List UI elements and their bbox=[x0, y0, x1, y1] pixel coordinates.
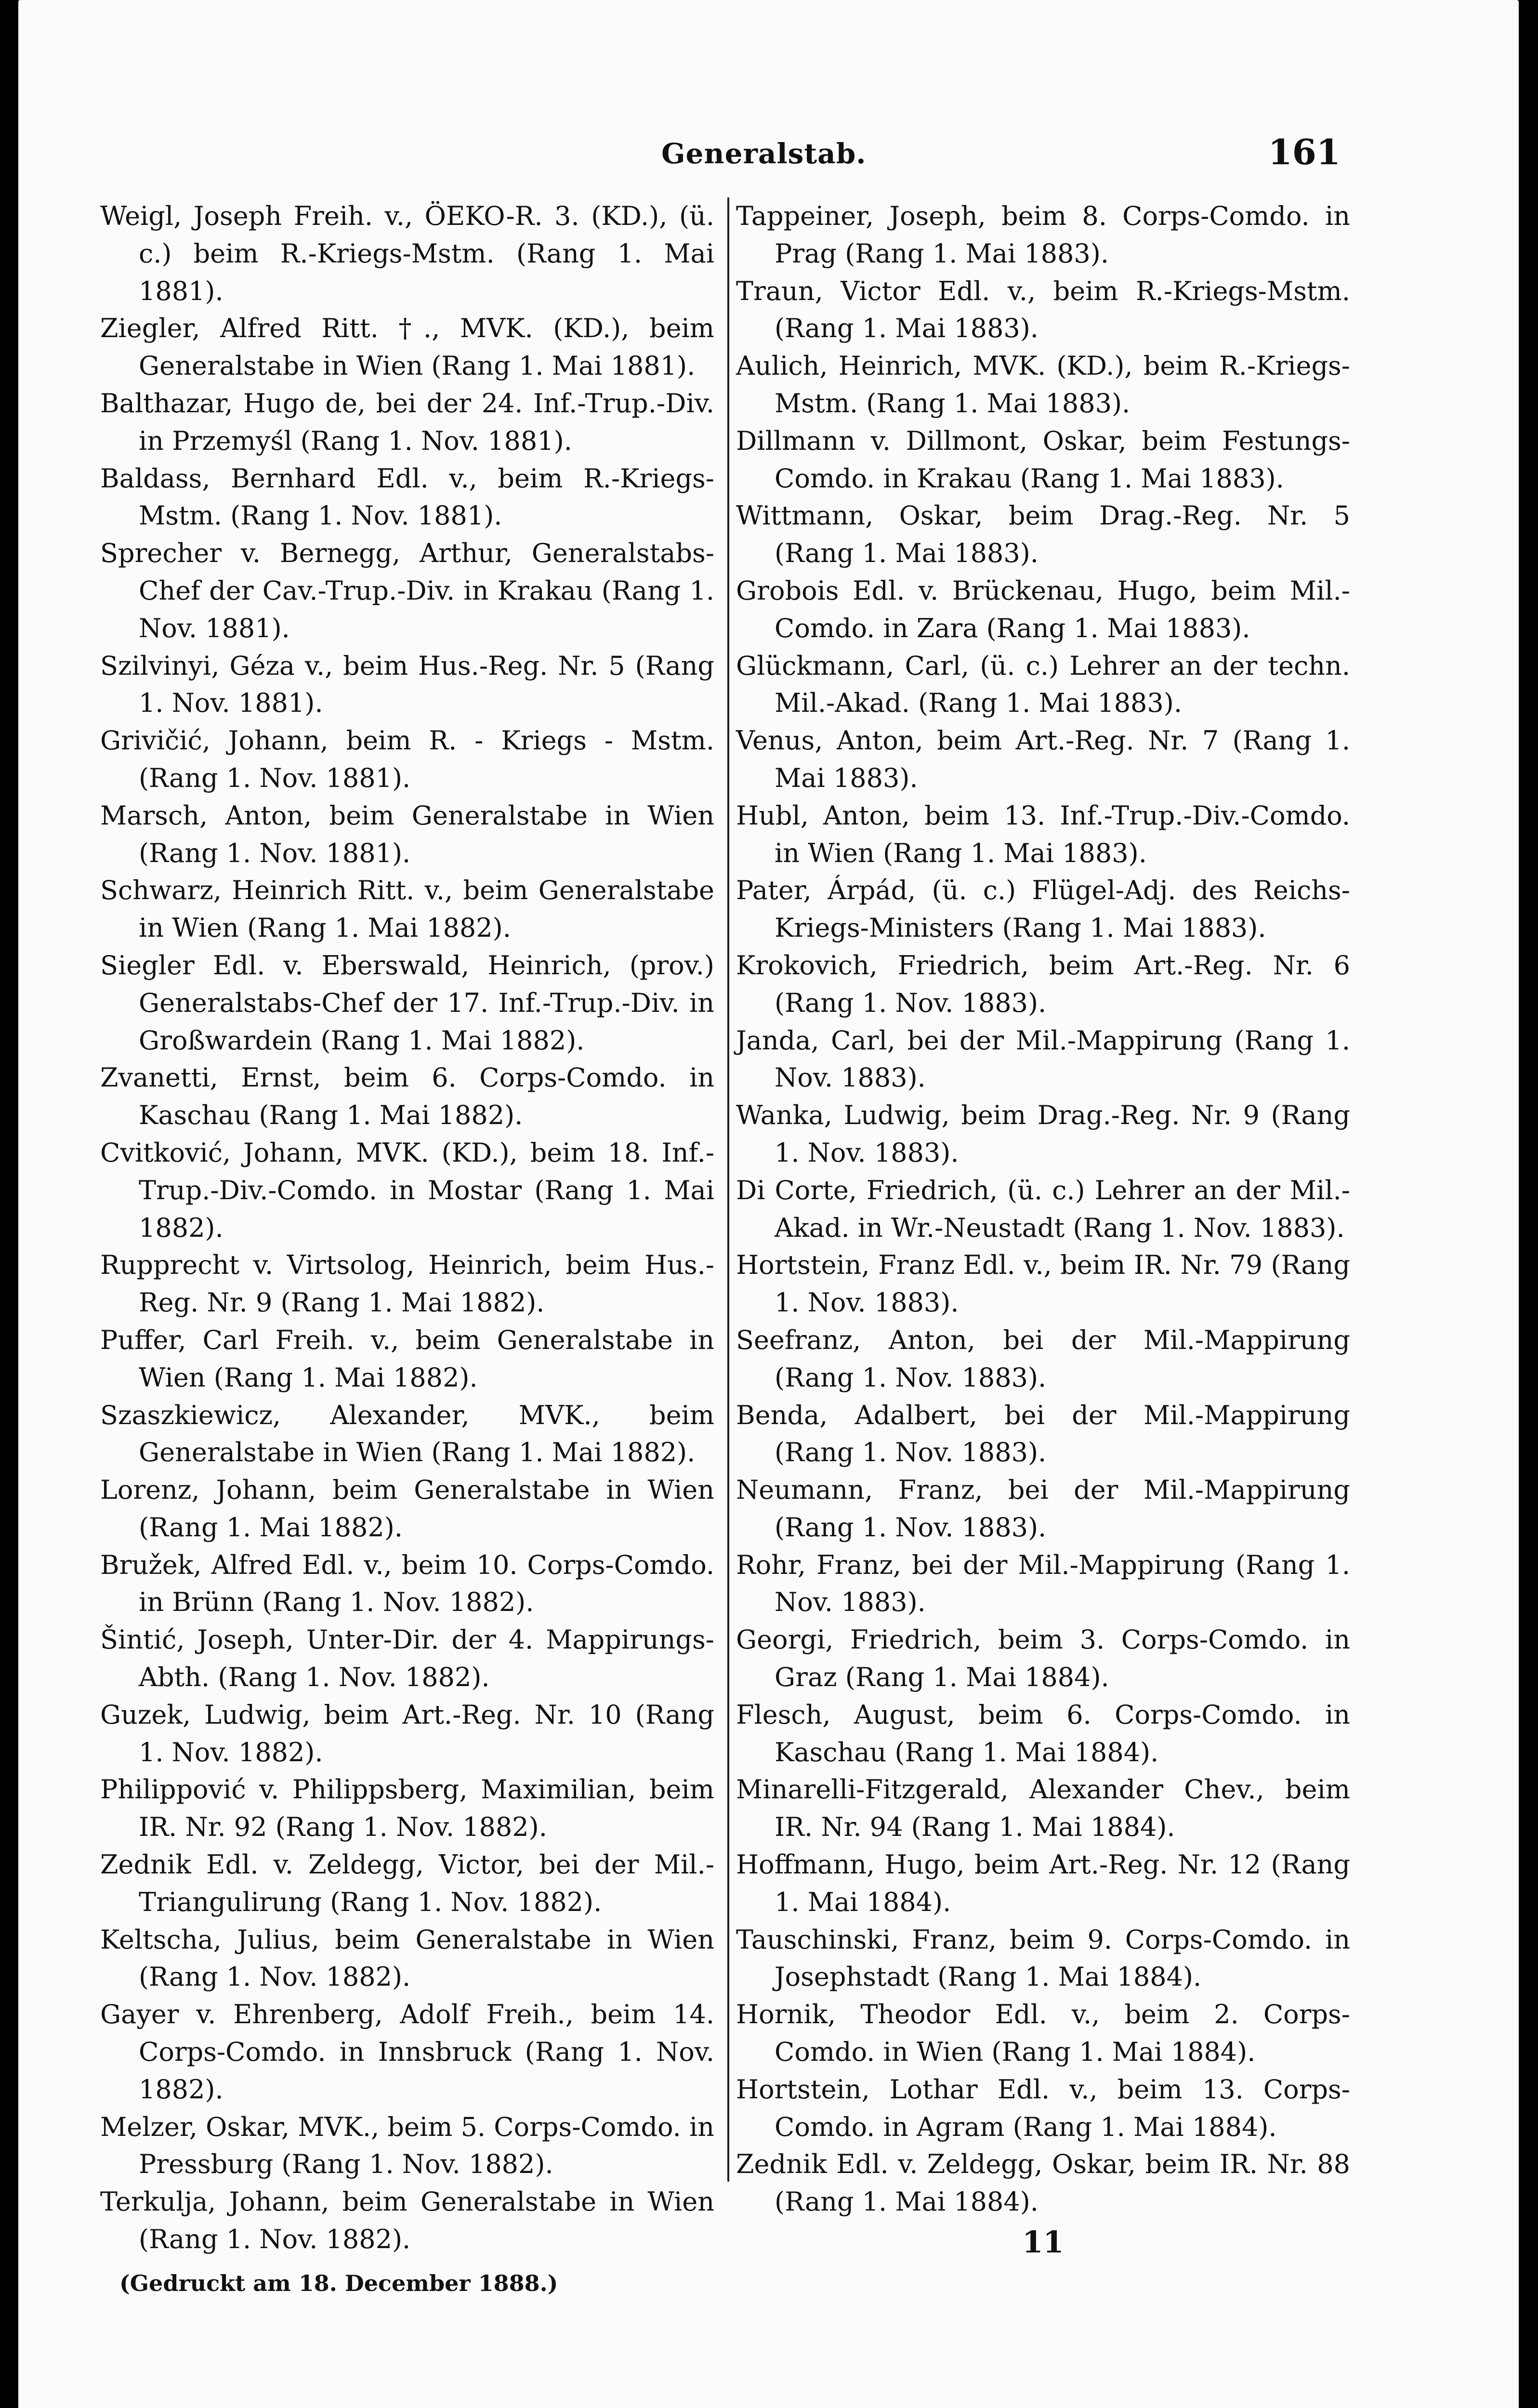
list-item: Cvitković, Johann, MVK. (KD.), beim 18. Inf.-Trup.-Div.-Comdo. in Mostar (Rang 1. Mai 1882). bbox=[100, 1137, 714, 1243]
list-item: Flesch, August, beim 6. Corps-Comdo. in Kaschau (Rang 1. Mai 1884). bbox=[736, 1699, 1350, 1767]
list-item: Aulich, Heinrich, MVK. (KD.), beim R.-Kriegs-Mstm. (Rang 1. Mai 1883). bbox=[736, 351, 1350, 419]
printing-date-note: (Gedruckt am 18. December 1888.) bbox=[119, 2270, 558, 2296]
list-item: Zednik Edl. v. Zeldegg, Victor, bei der Mil.-Triangulirung (Rang 1. Nov. 1882). bbox=[100, 1849, 714, 1917]
list-item: Szaszkiewicz, Alexander, MVK., beim Generalstabe in Wien (Rang 1. Mai 1882). bbox=[100, 1400, 714, 1468]
page-number: 161 bbox=[1268, 131, 1341, 172]
list-item: Puffer, Carl Freih. v., beim Generalstabe in Wien (Rang 1. Mai 1882). bbox=[100, 1324, 714, 1393]
list-item: Rupprecht v. Virtsolog, Heinrich, beim Hus.-Reg. Nr. 9 (Rang 1. Mai 1882). bbox=[100, 1250, 714, 1318]
column-divider bbox=[727, 197, 729, 2182]
page-header bbox=[95, 128, 1348, 181]
list-item: Terkulja, Johann, beim Generalstabe in Wien (Rang 1. Nov. 1882). bbox=[100, 2186, 714, 2255]
list-item: Weigl, Joseph Freih. v., ÖEKO-R. 3. (KD.), (ü. c.) beim R.-Kriegs-Mstm. (Rang 1. Mai 1881). bbox=[100, 201, 714, 306]
list-item: Dillmann v. Dillmont, Oskar, beim Festungs-Comdo. in Krakau (Rang 1. Mai 1883). bbox=[736, 425, 1350, 494]
list-item: Wanka, Ludwig, beim Drag.-Reg. Nr. 9 (Rang 1. Nov. 1883). bbox=[736, 1100, 1350, 1168]
list-item: Tappeiner, Joseph, beim 8. Corps-Comdo. in Prag (Rang 1. Mai 1883). bbox=[736, 201, 1350, 269]
list-item: Zednik Edl. v. Zeldegg, Oskar, beim IR. Nr. 88 (Rang 1. Mai 1884). bbox=[736, 2149, 1350, 2217]
list-item: Grivičić, Johann, beim R. - Kriegs - Mstm. (Rang 1. Nov. 1881). bbox=[100, 725, 714, 793]
running-title: Generalstab. bbox=[661, 137, 867, 170]
list-item: Sprecher v. Bernegg, Arthur, Generalstabs-Chef der Cav.-Trup.-Div. in Krakau (Rang 1. Nov. 1881). bbox=[100, 538, 714, 643]
paper-sheet bbox=[18, 0, 1519, 2408]
list-item: Tauschinski, Franz, beim 9. Corps-Comdo. in Josephstadt (Rang 1. Mai 1884). bbox=[736, 1924, 1350, 1992]
list-item: Bružek, Alfred Edl. v., beim 10. Corps-Comdo. in Brünn (Rang 1. Nov. 1882). bbox=[100, 1549, 714, 1618]
list-item: Neumann, Franz, bei der Mil.-Mappirung (Rang 1. Nov. 1883). bbox=[736, 1475, 1350, 1543]
list-item: Hornik, Theodor Edl. v., beim 2. Corps-Comdo. in Wien (Rang 1. Mai 1884). bbox=[736, 1999, 1350, 2068]
list-item: Keltscha, Julius, beim Generalstabe in Wien (Rang 1. Nov. 1882). bbox=[100, 1924, 714, 1992]
list-item: Gayer v. Ehrenberg, Adolf Freih., beim 14. Corps-Comdo. in Innsbruck (Rang 1. Nov. 1882). bbox=[100, 1999, 714, 2105]
list-item: Hubl, Anton, beim 13. Inf.-Trup.-Div.-Comdo. in Wien (Rang 1. Mai 1883). bbox=[736, 800, 1350, 868]
list-item: Guzek, Ludwig, beim Art.-Reg. Nr. 10 (Rang 1. Nov. 1882). bbox=[100, 1699, 714, 1767]
list-item: Traun, Victor Edl. v., beim R.-Kriegs-Mstm. (Rang 1. Mai 1883). bbox=[736, 275, 1350, 344]
list-item: Szilvinyi, Géza v., beim Hus.-Reg. Nr. 5 (Rang 1. Nov. 1881). bbox=[100, 650, 714, 719]
list-item: Siegler Edl. v. Eberswald, Heinrich, (prov.) Generalstabs-Chef der 17. Inf.-Trup.-Div. in Großwardein (Rang 1. Mai 1882). bbox=[100, 950, 714, 1056]
list-item: Georgi, Friedrich, beim 3. Corps-Comdo. in Graz (Rang 1. Mai 1884). bbox=[736, 1624, 1350, 1693]
list-item: Šintić, Joseph, Unter-Dir. der 4. Mappirungs-Abth. (Rang 1. Nov. 1882). bbox=[100, 1624, 714, 1693]
list-item: Balthazar, Hugo de, bei der 24. Inf.-Trup.-Div. in Przemyśl (Rang 1. Nov. 1881). bbox=[100, 388, 714, 456]
list-item: Marsch, Anton, beim Generalstabe in Wien (Rang 1. Nov. 1881). bbox=[100, 800, 714, 868]
list-item: Minarelli-Fitzgerald, Alexander Chev., beim IR. Nr. 94 (Rang 1. Mai 1884). bbox=[736, 1774, 1350, 1843]
list-item: Benda, Adalbert, bei der Mil.-Mappirung (Rang 1. Nov. 1883). bbox=[736, 1400, 1350, 1468]
list-item: Venus, Anton, beim Art.-Reg. Nr. 7 (Rang 1. Mai 1883). bbox=[736, 725, 1350, 793]
list-item: Lorenz, Johann, beim Generalstabe in Wien (Rang 1. Mai 1882). bbox=[100, 1475, 714, 1543]
list-item: Seefranz, Anton, bei der Mil.-Mappirung (Rang 1. Nov. 1883). bbox=[736, 1324, 1350, 1393]
list-item: Philippović v. Philippsberg, Maximilian, beim IR. Nr. 92 (Rang 1. Nov. 1882). bbox=[100, 1774, 714, 1843]
list-item: Krokovich, Friedrich, beim Art.-Reg. Nr. 6 (Rang 1. Nov. 1883). bbox=[736, 950, 1350, 1018]
list-item: Pater, Árpád, (ü. c.) Flügel-Adj. des Reichs-Kriegs-Ministers (Rang 1. Mai 1883). bbox=[736, 875, 1350, 943]
list-item: Zvanetti, Ernst, beim 6. Corps-Comdo. in Kaschau (Rang 1. Mai 1882). bbox=[100, 1062, 714, 1131]
list-item: Melzer, Oskar, MVK., beim 5. Corps-Comdo. in Pressburg (Rang 1. Nov. 1882). bbox=[100, 2111, 714, 2180]
list-item: Rohr, Franz, bei der Mil.-Mappirung (Rang 1. Nov. 1883). bbox=[736, 1549, 1350, 1618]
list-item: Janda, Carl, bei der Mil.-Mappirung (Rang 1. Nov. 1883). bbox=[736, 1025, 1350, 1093]
signature-mark: 11 bbox=[1022, 2225, 1064, 2260]
list-item: Ziegler, Alfred Ritt. †., MVK. (KD.), beim Generalstabe in Wien (Rang 1. Mai 1881). bbox=[100, 313, 714, 381]
list-item: Baldass, Bernhard Edl. v., beim R.-Kriegs-Mstm. (Rang 1. Nov. 1881). bbox=[100, 463, 714, 531]
list-item: Schwarz, Heinrich Ritt. v., beim Generalstabe in Wien (Rang 1. Mai 1882). bbox=[100, 875, 714, 943]
list-item: Glückmann, Carl, (ü. c.) Lehrer an der techn. Mil.-Akad. (Rang 1. Mai 1883). bbox=[736, 650, 1350, 719]
list-item: Hortstein, Franz Edl. v., beim IR. Nr. 79 (Rang 1. Nov. 1883). bbox=[736, 1250, 1350, 1318]
list-item: Hortstein, Lothar Edl. v., beim 13. Corps-Comdo. in Agram (Rang 1. Mai 1884). bbox=[736, 2074, 1350, 2142]
list-item: Wittmann, Oskar, beim Drag.-Reg. Nr. 5 (Rang 1. Mai 1883). bbox=[736, 500, 1350, 569]
left-column bbox=[100, 197, 714, 2303]
list-item: Di Corte, Friedrich, (ü. c.) Lehrer an der Mil.-Akad. in Wr.-Neustadt (Rang 1. Nov. 1883). bbox=[736, 1175, 1350, 1243]
right-column bbox=[736, 197, 1350, 2261]
list-item: Hoffmann, Hugo, beim Art.-Reg. Nr. 12 (Rang 1. Mai 1884). bbox=[736, 1849, 1350, 1917]
list-item: Grobois Edl. v. Brückenau, Hugo, beim Mil.-Comdo. in Zara (Rang 1. Mai 1883). bbox=[736, 575, 1350, 643]
